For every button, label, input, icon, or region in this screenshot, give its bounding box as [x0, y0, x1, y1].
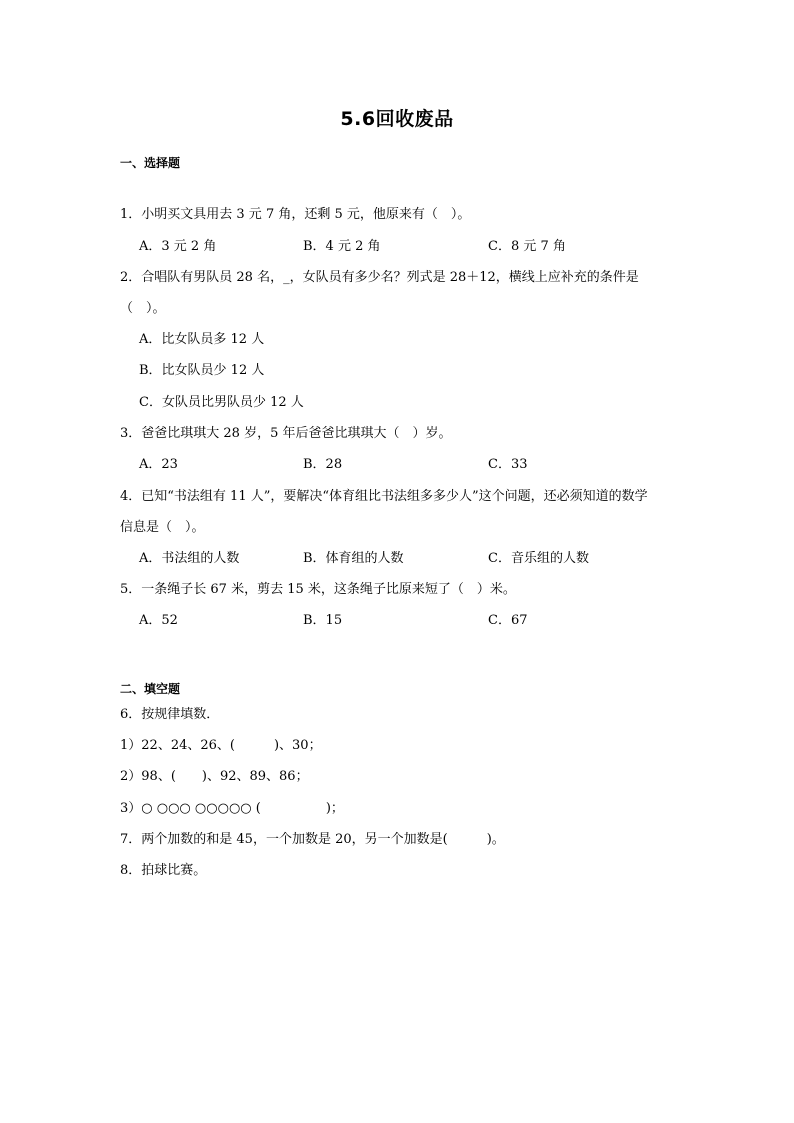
question-4-line-2: 信息是（ ）。	[120, 520, 205, 535]
question-2-line-1: 2．合唱队有男队员 28 名，_，女队员有多少名？列式是 28＋12，横线上应补充的条件是	[120, 270, 639, 285]
q1-option-a: A．3 元 2 角	[139, 239, 217, 254]
q1-option-c: C．8 元 7 角	[488, 239, 566, 254]
q3-option-c: C．33	[488, 457, 528, 472]
q1-option-b: B．4 元 2 角	[303, 239, 381, 254]
question-6-sub-2: 2）98、( )、92、89、86；	[120, 769, 309, 784]
q2-option-c: C．女队员比男队员少 12 人	[139, 395, 304, 410]
q2-option-a: A．比女队员多 12 人	[139, 332, 265, 347]
q5-option-a: A．52	[139, 613, 178, 628]
q4-option-a: A．书法组的人数	[139, 551, 240, 566]
question-6-sub-1: 1）22、24、26、( )、30；	[120, 738, 322, 753]
q4-option-b: B．体育组的人数	[303, 551, 404, 566]
section-heading-choice: 一、选择题	[120, 156, 181, 170]
question-2-line-2: （ ）。	[120, 301, 166, 316]
question-7: 7．两个加数的和是 45，一个加数是 20，另一个加数是( )。	[120, 832, 505, 847]
q2-option-b: B．比女队员少 12 人	[139, 363, 265, 378]
question-6: 6．按规律填数．	[120, 707, 220, 722]
section-heading-fill-blank: 二、填空题	[120, 682, 181, 696]
page-title: 5.6回收废品	[340, 108, 454, 130]
q3-option-b: B．28	[303, 457, 343, 472]
q5-option-c: C．67	[488, 613, 528, 628]
question-1: 1．小明买文具用去 3 元 7 角，还剩 5 元，他原来有（ ）。	[120, 207, 471, 222]
question-3: 3．爸爸比琪琪大 28 岁，5 年后爸爸比琪琪大（ ）岁。	[120, 426, 452, 441]
q3-option-a: A．23	[139, 457, 178, 472]
question-6-sub-3: 3）○ ○○○ ○○○○○ ( )；	[120, 801, 344, 816]
question-4-line-1: 4．已知“书法组有 11 人”，要解决“体育组比书法组多多少人”这个问题，还必须知道的数学	[120, 489, 648, 504]
q4-option-c: C．音乐组的人数	[488, 551, 589, 566]
question-5: 5．一条绳子长 67 米，剪去 15 米，这条绳子比原来短了（ ）米。	[120, 582, 516, 597]
q5-option-b: B．15	[303, 613, 343, 628]
question-8: 8．拍球比赛。	[120, 863, 207, 878]
